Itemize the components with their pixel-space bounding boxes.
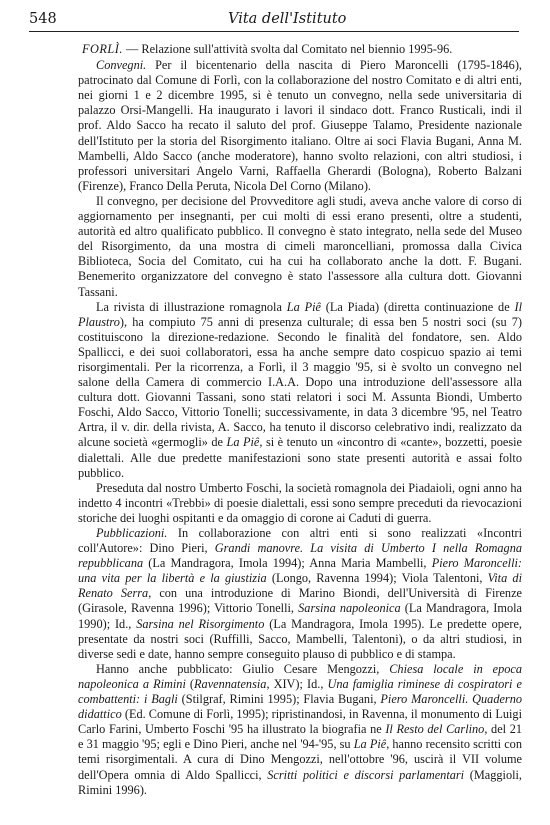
paragraph-convegni [78, 58, 522, 194]
paragraph-text: Preseduta dal nostro Umberto Foschi, la società romagnola dei Piadaioli, ogni anno ha indetto 4 incontri «Trebbi» di poesie dialettali, essi sono sempre preceduti da rievocazioni storiche dei luoghi ospitanti e da omaggio di corone ai Caduti di guerra. [78, 480, 522, 525]
journal-title: Il Plaustro [78, 299, 522, 329]
paragraph-text: ( [185, 676, 195, 691]
header-rule [29, 31, 519, 32]
newspaper-title: Il Resto del Carlino [385, 722, 485, 737]
paragraph-text: , con una introduzione di Marino Biondi, dell'Università di Firenze (Girasole, Ravenna 1996); Vittorio Tonelli, [78, 586, 522, 616]
paragraph-text: Per il bicentenario della nascita di Piero Maroncelli (1795-1846), patrocinato dal Comune di Forlì, con la collaborazione del nostro Comitato e di altri enti, nei giorni 1 e 2 dicembre 1995, si è tenuto un convegno, nella sede universitaria di palazzo Orsi-Mangelli. Ha inaugurato i lavori il sindaco dott. Franco Rusticali, indi il prof. Aldo Sacco ha recato il saluto del prof. Giuseppe Talamo, Presidente nazionale dell'Istituto per la storia del Risorgimento italiano. Oltre ai soci Flavia Bugani, Anna M. Mambelli, Aldo Sacco (anche moderatore), hanno svolto relazioni, con altri studiosi, i professori universitari Angelo Varni, Raffaella Gherardi (Bologna), Roberto Balzani (Firenze), Franco Della Peruta, Nicola Del Corno (Milano). [78, 58, 522, 193]
book-title: Sarsina napoleonica [298, 601, 401, 616]
journal-title: Ravennatensia [194, 676, 267, 691]
paragraph-text: (La Mandragora, Imola 1990); Id., [78, 601, 522, 631]
book-title: Vita di Renato Serra [78, 571, 522, 601]
page-header [0, 0, 550, 30]
paragraph-text: , del 21 e 31 maggio '95; egli e Dino Pieri, anche nel '94-'95, su [78, 722, 523, 752]
paragraph-text: (Stilgraf, Rimini 1995); Flavia Bugani, [177, 692, 381, 707]
journal-title: La Piê [226, 435, 260, 450]
journal-title: La Piê [353, 737, 387, 752]
book-title: Una famiglia riminese di cospiratori e combattenti: i Bagli [78, 676, 522, 707]
paragraph-convegno-corso [78, 194, 522, 300]
page-number: 548 [29, 11, 57, 27]
paragraph-text: (La Mandragora, Imola 1995). Le predette opere, presentate da nostri soci (Ruffilli, Sacco, Mambelli, Talentoni), o da altri studiosi, in diverse sedi e date, hanno sempre conseguito plauso di pubblico e di stampa. [78, 616, 522, 661]
title-city: FORLÌ. [82, 42, 123, 56]
book-title: Chiesa locale in epoca napoleonica a Rimini [78, 661, 522, 691]
paragraph-text: Il convegno, per decisione del Provveditore agli studi, aveva anche valore di corso di aggiornamento per insegnanti, per cui molti di essi erano presenti, oltre a studenti, autorità ed altro qualificato pubblico. Il convegno è stato integrato, nella sede del Museo del Risorgimento, da una mostra di cimeli maroncelliani, promossa dalla Civica Biblioteca, Socia del Comitato, cui ha cui ha collaborato anche la dott. F. Bugani. Benemerito organizzatore del convegno è stato l'assessore alla cultura dott. Giovanni Tassani. [78, 193, 522, 299]
paragraph-pubblicazioni [78, 526, 522, 662]
paragraph-piadaioli [78, 481, 522, 526]
paragraph-text: , si è tenuto un «incontro di «cante», bozzetti, poesie dialettali. Alle due predette manifestazioni sono state presenti autorità e assai folto pubblico. [78, 435, 522, 480]
paragraph-text: Hanno anche pubblicato: Giulio Cesare Mengozzi, [96, 661, 390, 676]
book-title: Sarsina nel Risorgimento [136, 616, 265, 631]
book-title: Piero Maroncelli. Quaderno didattico [78, 692, 523, 722]
book-title: Grandi manovre. La visita di Umberto I nella Romagna repubblicana [78, 541, 522, 571]
title-text: — Relazione sull'attività svolta dal Comitato nel biennio 1995-96. [122, 42, 453, 56]
paragraph-text: (La Mandragora, Imola 1994); Anna Maria Mambelli, [143, 556, 432, 571]
paragraph-text: (Ed. Comune di Forlì, 1995); ripristinandosi, in Ravenna, il monumento di Luigi Carlo Farini, Umberto Foschi '95 ha illustrato la biografia ne [78, 707, 522, 737]
paragraph-text: In collaborazione con altri enti si sono realizzati «Incontri coll'Autore»: Dino Pieri, [78, 526, 522, 556]
book-title: Piero Maroncelli: una vita per la libertà e la giustizia [78, 556, 522, 586]
section-lead-convegni: Convegni. [96, 58, 147, 73]
paragraph-text: , XIV); Id., [266, 676, 328, 691]
paragraph-text: (La Piada) (diretta continuazione de [320, 299, 515, 314]
section-lead-pubblicazioni: Pubblicazioni. [96, 526, 168, 540]
report-title [78, 42, 522, 57]
paragraph-la-pie [78, 300, 522, 481]
paragraph-text: La rivista di illustrazione romagnola [96, 299, 287, 314]
book-title: Scritti politici e discorsi parlamentari [267, 767, 465, 782]
journal-title: La Piê [286, 299, 321, 314]
paragraph-altre-pubblicazioni [78, 662, 522, 798]
paragraph-text: , hanno recensito scritti con temi risorgimentali. A cura di Dino Mengozzi, nell'ottobre '96, uscirà il VII volume dell'Opera omnia di Aldo Spallicci, [78, 737, 522, 782]
paragraph-text: ), ha compiuto 75 anni di presenza culturale; di essa ben 5 nostri soci (su 7) costituiscono la direzione-redazione. Secondo le finalità del fondatore, sen. Aldo Spallicci, e dei suoi collaboratori, essa ha anche sempre dato cospicuo spazio ai temi risorgimentali. Per la ricorrenza, a Forlì, il 3 maggio '95, si è svolto un convegno nel salone della Camera di commercio I.A.A. Dopo una introduzione dell'assessore alla cultura dott. Giovanni Tassani, sono stati relatori i soci M. Assunta Biondi, Umberto Foschi, Aldo Sacco, Vittorio Tonelli; successivamente, in data 3 dicembre '95, nel Teatro Artra, il v. dir. della rivista, A. Sacco, ha tenuto il discorso celebrativo indi, realizzato da alcune società «germogli» de [78, 314, 522, 450]
running-head: Vita dell'Istituto [228, 11, 347, 27]
report-body [78, 42, 522, 798]
paragraph-text: (Maggioli, Rimini 1996). [78, 767, 523, 797]
paragraph-text: (Longo, Ravenna 1994); Viola Talentoni, [266, 571, 488, 586]
